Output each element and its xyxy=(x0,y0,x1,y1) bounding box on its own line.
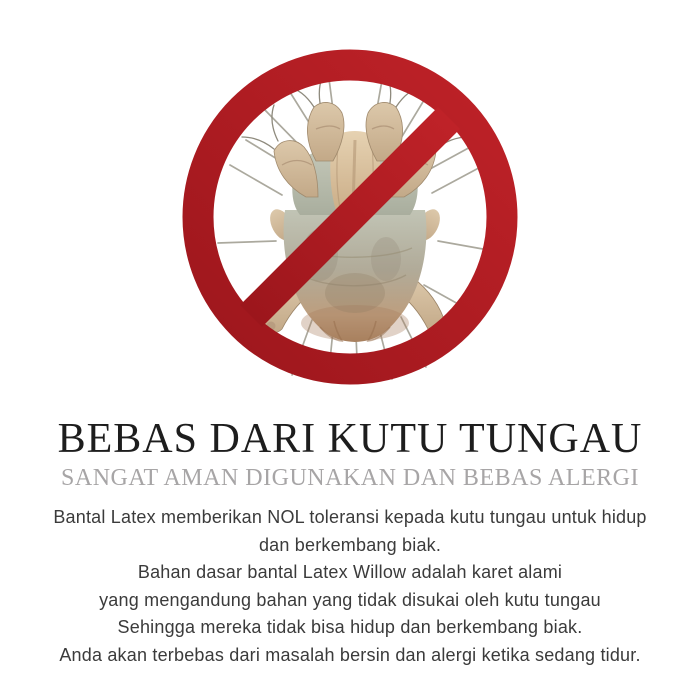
body-line: yang mengandung bahan yang tidak disukai oleh kutu tungau xyxy=(99,589,601,610)
prohibition-sign-graphic xyxy=(170,45,530,390)
body-line: Bantal Latex memberikan NOL toleransi kepada kutu tungau untuk hidup xyxy=(53,507,647,527)
body-line: Bahan dasar bantal Latex Willow adalah karet alami xyxy=(137,562,563,582)
body-text xyxy=(0,504,700,669)
subtitle: SANGAT AMAN DIGUNAKAN DAN BEBAS ALERGI xyxy=(61,465,639,491)
body-line: Sehingga mereka tidak bisa hidup dan berkembang biak. xyxy=(117,617,583,637)
no-dust-mite-sign xyxy=(170,45,530,390)
body-line: Anda akan terbebas dari masalah bersin dan alergi ketika sedang tidur. xyxy=(59,644,641,665)
headline: BEBAS DARI KUTU TUNGAU xyxy=(57,416,643,462)
body-line: dan berkembang biak. xyxy=(258,534,442,555)
